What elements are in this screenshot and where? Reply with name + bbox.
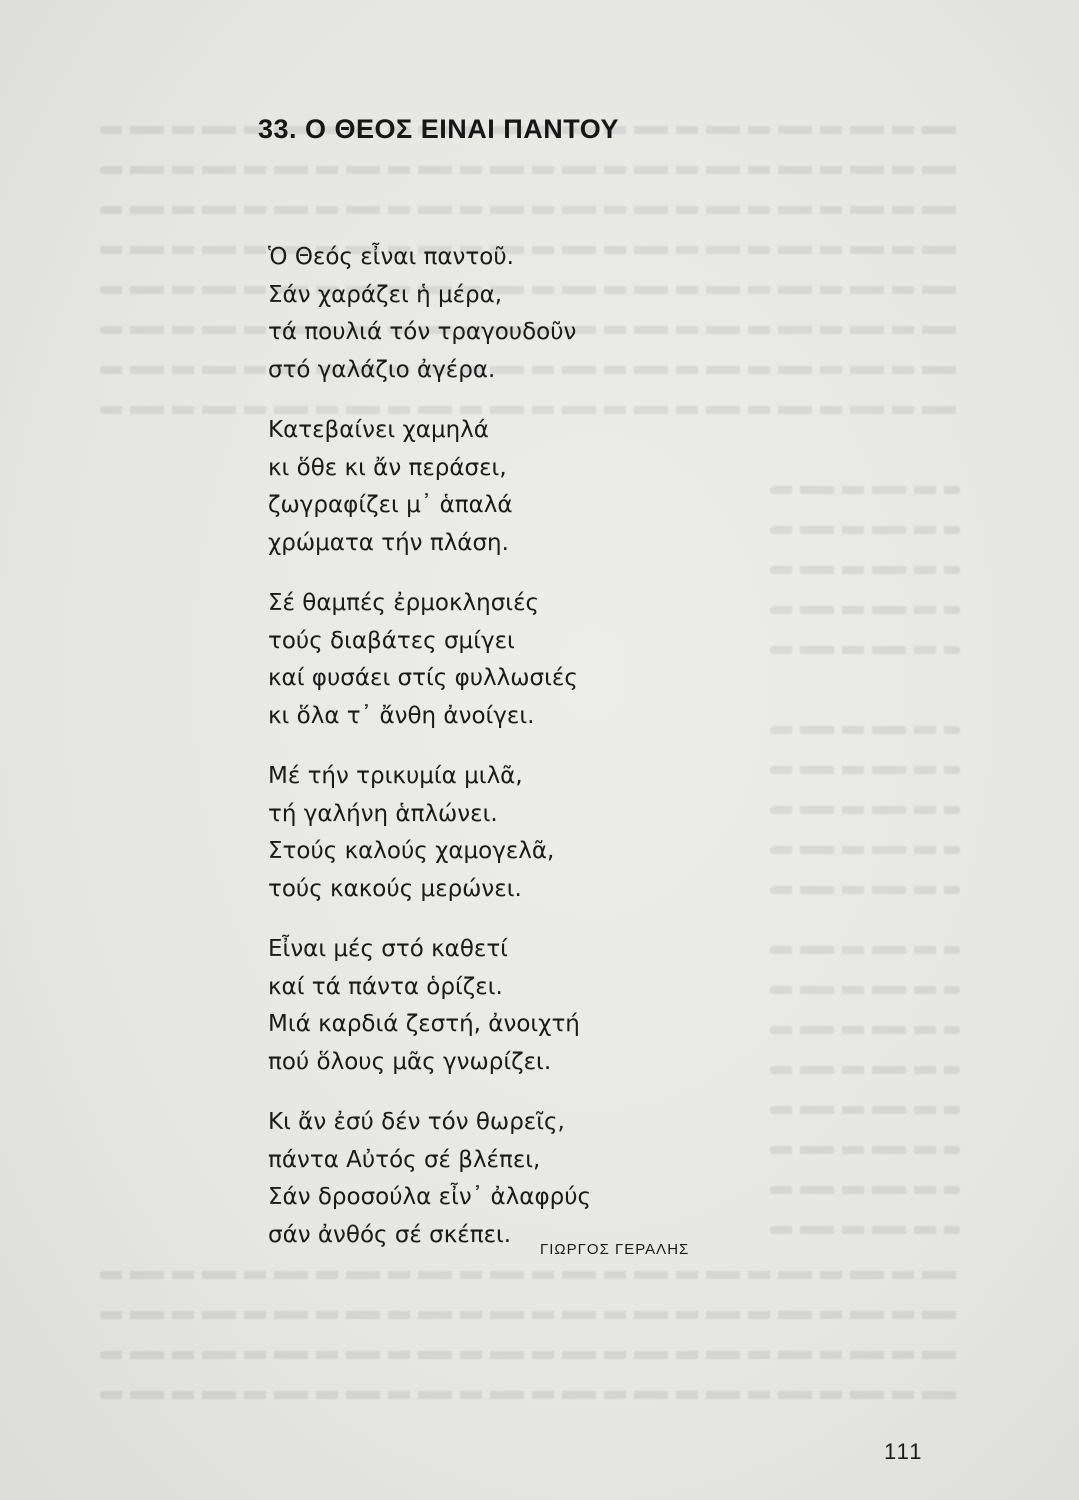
poem-line: σάν ἀνθός σέ σκέπει. — [268, 1221, 512, 1248]
poem-line: Στούς καλούς χαμογελᾶ, — [268, 838, 555, 864]
poem-line: καί φυσάει στίς φυλλωσιές — [268, 665, 578, 691]
poem-line: τούς διαβάτες σμίγει — [268, 627, 515, 654]
poem-line: Κι ἄν ἐσύ δέν τόν θωρεῖς, — [268, 1109, 565, 1135]
poem-body — [268, 239, 591, 1277]
poem-title: 33. Ο ΘΕΟΣ ΕΙΝΑΙ ΠΑΝΤΟΥ — [258, 114, 620, 144]
poem-line: πάντα Αὐτός σέ βλέπει, — [268, 1146, 541, 1173]
stanza — [268, 239, 591, 389]
stanza — [268, 585, 591, 735]
poem-line: στό γαλάζιο ἀγέρα. — [268, 356, 496, 383]
poem-line: Σάν χαράζει ἡ μέρα, — [268, 281, 503, 308]
poem-line: καί τά πάντα ὁρίζει. — [268, 973, 503, 1000]
stanza — [268, 931, 591, 1081]
poem-line: τούς κακούς μερώνει. — [268, 875, 522, 902]
poem-line: Σέ θαμπές ἐρμοκλησιές — [268, 590, 540, 616]
poem-line: κι ὅθε κι ἄν περάσει, — [268, 454, 507, 481]
page-number: 111 — [884, 1439, 924, 1464]
poem-line: κι ὅλα τ᾽ ἄνθη ἀνοίγει. — [268, 702, 535, 729]
poem-line: Μέ τήν τρικυμία μιλᾶ, — [268, 763, 523, 789]
poem-line: Ὁ Θεός εἶναι παντοῦ. — [268, 244, 514, 270]
stanza — [268, 412, 591, 562]
poem-line: τά πουλιά τόν τραγουδοῦν — [268, 319, 577, 345]
poem-line: τή γαλήνη ἁπλώνει. — [268, 800, 498, 827]
poem-line: Μιά καρδιά ζεστή, ἀνοιχτή — [268, 1011, 580, 1037]
poem-line: Σάν δροσούλα εἶν᾽ ἀλαφρύς — [268, 1184, 592, 1210]
poem-line: ζωγραφίζει μ᾽ ἁπαλά — [268, 492, 513, 518]
stanza — [268, 758, 591, 908]
poem-line: πού ὅλους μᾶς γνωρίζει. — [268, 1048, 552, 1075]
poem-line: Κατεβαίνει χαμηλά — [268, 417, 489, 443]
poem-line: Εἶναι μές στό καθετί — [268, 936, 508, 962]
poem-author: ΓΙΩΡΓΟΣ ΓΕΡΑΛΗΣ — [540, 1241, 690, 1258]
stanza — [268, 1104, 591, 1254]
poem-line: χρώματα τήν πλάση. — [268, 529, 509, 556]
